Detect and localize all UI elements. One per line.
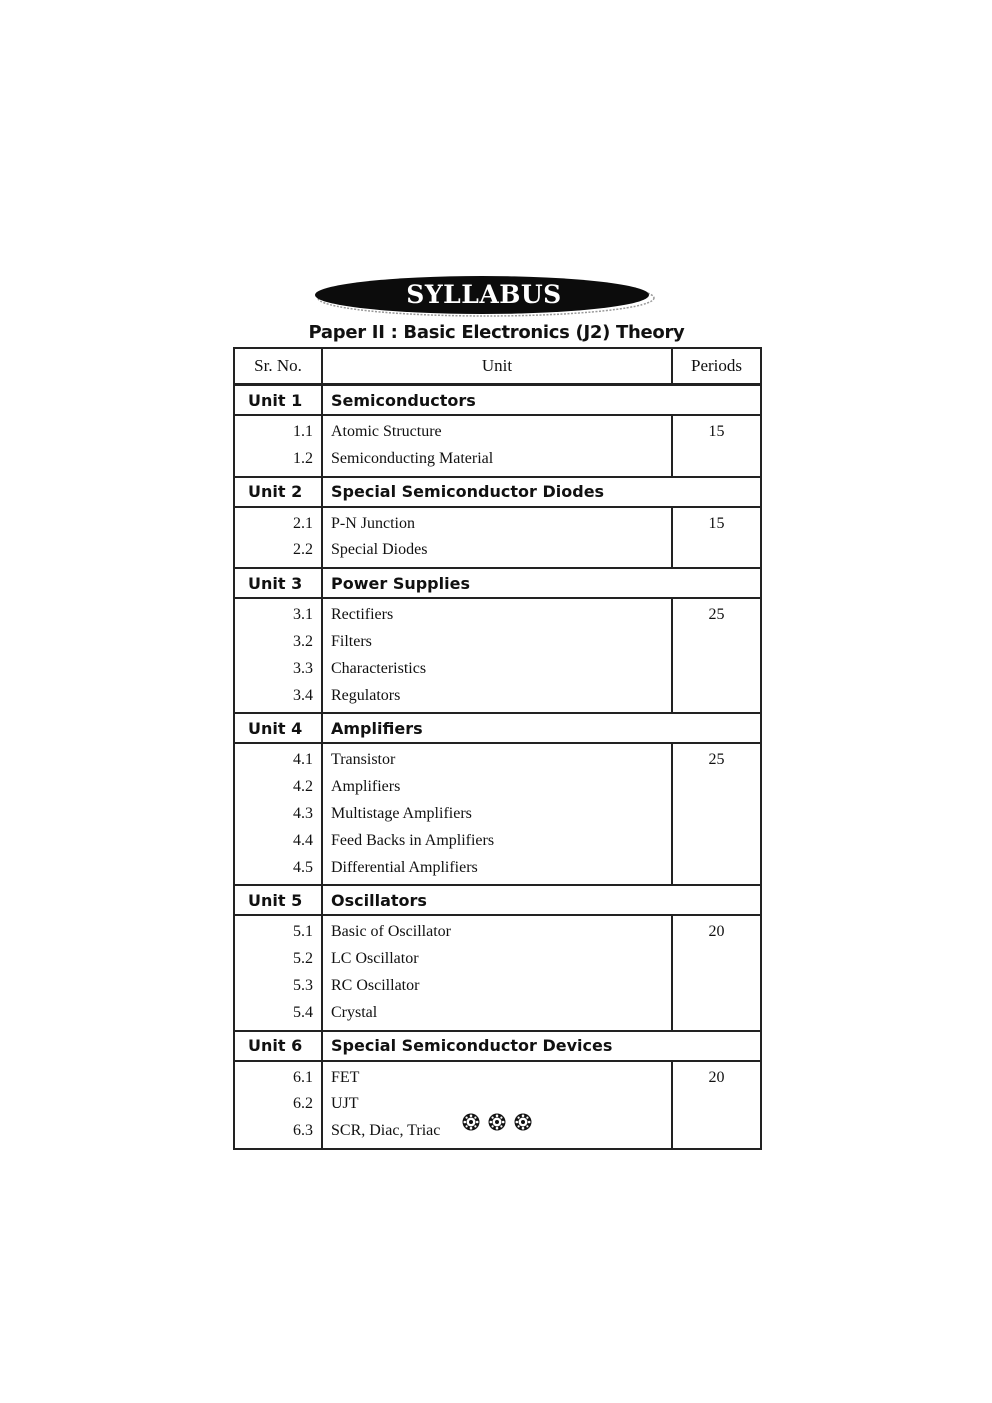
periods-cell [672,743,761,885]
periods-cell [672,507,761,569]
item-topic-cell [322,915,672,1030]
unit-heading-row [234,477,761,507]
header-unit: Unit [322,348,672,385]
header-periods: Periods [672,348,761,385]
unit-title: Special Semiconductor Diodes [322,477,761,507]
item-number: 4.5 [293,858,313,876]
unit-heading-row [234,713,761,743]
item-topic: Characteristics [331,659,427,677]
banner-title: SYLLABUS [406,280,562,309]
unit-title: Power Supplies [322,568,761,598]
periods-value: 20 [708,1068,725,1086]
item-topic: Regulators [331,686,401,704]
item-number: 6.3 [293,1122,313,1140]
unit-heading-row [234,385,761,416]
unit-items-row [234,743,761,885]
item-number: 5.1 [293,923,313,941]
item-number-cell [234,415,322,477]
unit-label: Unit 6 [234,1031,322,1061]
item-topic: FET [331,1068,360,1086]
header-sr-no: Sr. No. [234,348,322,385]
unit-items-row [234,415,761,477]
periods-cell [672,915,761,1030]
end-ornaments [462,1112,532,1132]
periods-value: 15 [708,423,725,440]
item-topic-cell [322,507,672,569]
unit-heading-row [234,1031,761,1061]
item-topic: Crystal [331,1003,378,1021]
table-body [234,385,761,1149]
unit-label: Unit 4 [234,713,322,743]
unit-title: Semiconductors [322,385,761,416]
unit-label: Unit 3 [234,568,322,598]
item-number: 5.4 [293,1003,313,1021]
item-number: 1.1 [293,423,313,440]
item-number: 3.4 [293,686,313,704]
unit-heading-row [234,568,761,598]
periods-cell [672,598,761,713]
item-topic-cell [322,1061,672,1149]
item-topic: Special Diodes [331,541,428,559]
item-number-cell [234,743,322,885]
item-number: 5.2 [293,950,313,968]
periods-value: 15 [708,514,725,532]
item-number: 2.2 [293,541,313,559]
item-topic-cell [322,598,672,713]
item-topic-cell [322,415,672,477]
item-topic: Multistage Amplifiers [331,804,472,822]
item-number-cell [234,598,322,713]
item-topic: SCR, Diac, Triac [331,1122,441,1140]
item-number: 6.1 [293,1068,313,1086]
unit-heading-row [234,885,761,915]
item-number: 3.2 [293,632,313,650]
item-topic: Basic of Oscillator [331,923,451,941]
item-number-cell [234,507,322,569]
item-number: 4.3 [293,804,313,822]
unit-label: Unit 5 [234,885,322,915]
syllabus-table [233,347,762,1150]
item-topic: LC Oscillator [331,950,419,968]
item-topic: RC Oscillator [331,976,420,994]
flower-ornament-icon [462,1113,480,1131]
unit-title: Special Semiconductor Devices [322,1031,761,1061]
unit-items-row [234,598,761,713]
item-topic: Filters [331,632,372,650]
item-topic: Atomic Structure [331,423,442,440]
item-topic: Amplifiers [331,778,401,796]
unit-label: Unit 1 [234,385,322,416]
item-topic: Semiconducting Material [331,449,494,467]
periods-value: 25 [708,606,725,624]
item-number: 4.2 [293,778,313,796]
unit-items-row [234,507,761,569]
item-number-cell [234,915,322,1030]
item-number: 1.2 [293,449,313,467]
periods-value: 20 [708,923,725,941]
item-number: 2.1 [293,514,313,532]
item-number: 3.1 [293,606,313,624]
item-number: 6.2 [293,1095,313,1113]
item-topic-cell [322,743,672,885]
periods-cell [672,1061,761,1149]
item-number: 4.4 [293,831,313,849]
item-number-cell [234,1061,322,1149]
item-topic: Rectifiers [331,606,394,624]
paper-title: Paper II : Basic Electronics (J2) Theory [308,322,685,343]
item-number: 3.3 [293,659,313,677]
unit-items-row [234,915,761,1030]
periods-cell [672,415,761,477]
unit-label: Unit 2 [234,477,322,507]
item-topic: Feed Backs in Amplifiers [331,831,495,849]
flower-ornament-icon [488,1113,506,1131]
syllabus-banner [312,272,656,318]
flower-ornament-icon [514,1113,532,1131]
item-topic: Transistor [331,751,396,769]
table-header-row [234,348,761,385]
item-number: 5.3 [293,976,313,994]
item-topic: UJT [331,1095,359,1113]
item-topic: Differential Amplifiers [331,858,478,876]
item-topic: P-N Junction [331,514,415,532]
unit-items-row [234,1061,761,1149]
unit-title: Amplifiers [322,713,761,743]
item-number: 4.1 [293,751,313,769]
unit-title: Oscillators [322,885,761,915]
periods-value: 25 [708,751,725,769]
